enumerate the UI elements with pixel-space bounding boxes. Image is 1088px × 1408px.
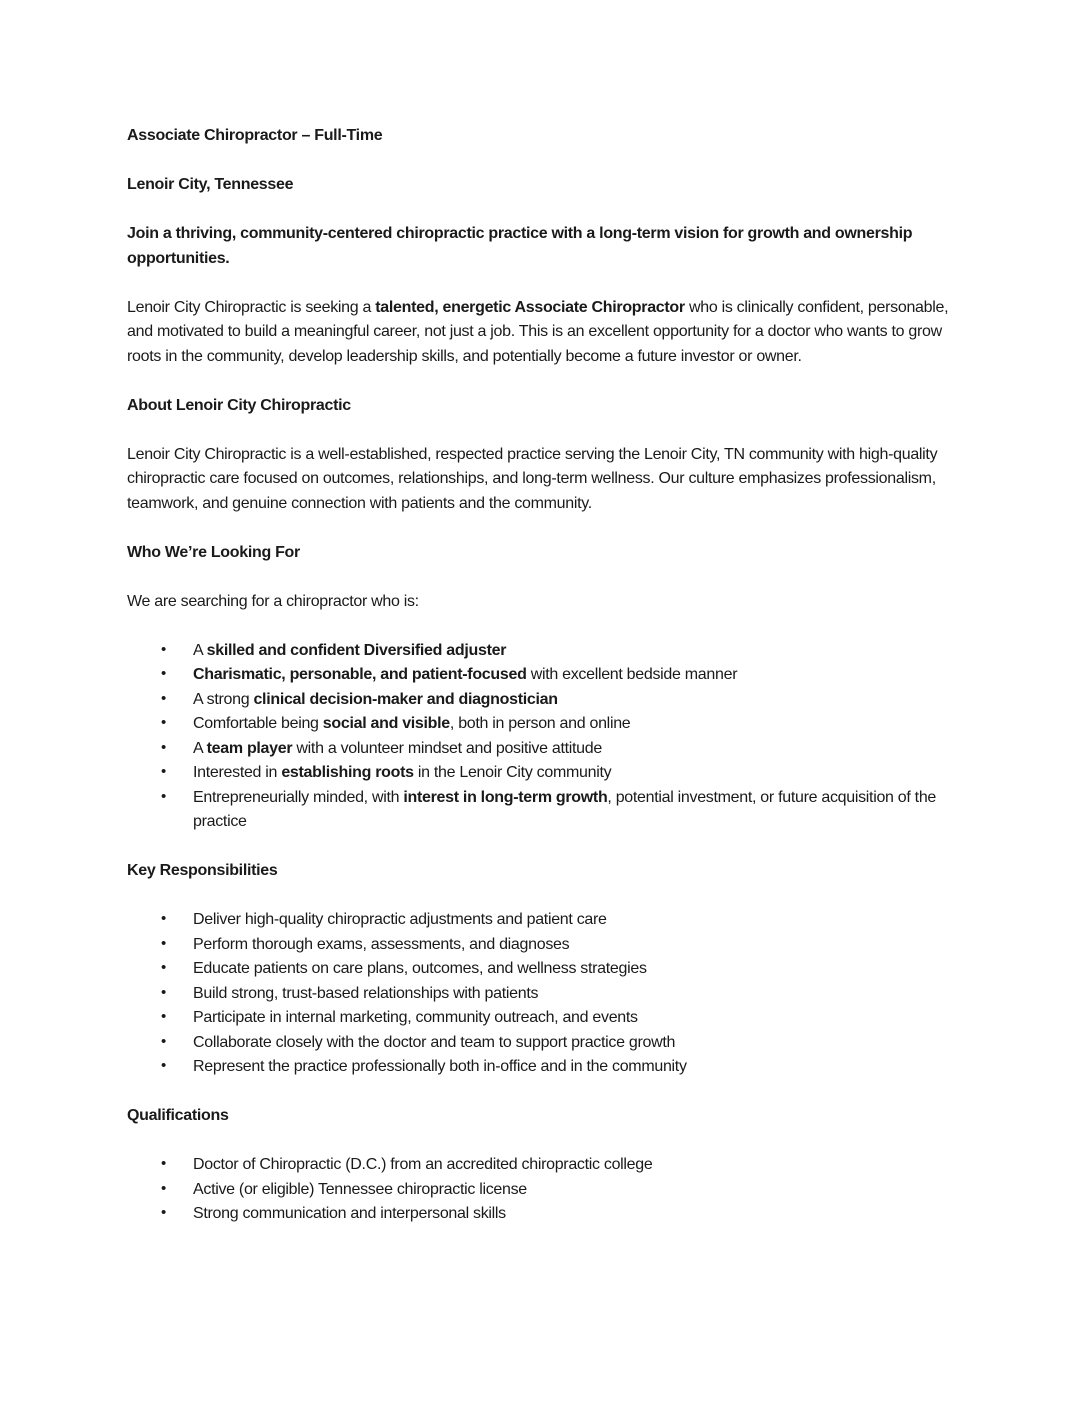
text-run-bold: Qualifications bbox=[127, 1107, 229, 1124]
bullet-icon: • bbox=[161, 1008, 166, 1025]
text-run-bold: clinical decision-maker and diagnostician bbox=[253, 690, 558, 708]
list-item bbox=[161, 1031, 949, 1056]
section-heading bbox=[127, 173, 949, 198]
list-item bbox=[161, 688, 949, 713]
text-run: Interested in bbox=[193, 764, 282, 781]
paragraph bbox=[127, 222, 949, 271]
text-run: Deliver high-quality chiropractic adjustments and patient care bbox=[193, 911, 607, 928]
list-item bbox=[161, 786, 949, 835]
list-item bbox=[161, 982, 949, 1007]
text-run: Entrepreneurially minded, with bbox=[193, 788, 404, 806]
section-heading bbox=[127, 1104, 949, 1129]
list-item bbox=[161, 957, 949, 982]
bullet-icon: • bbox=[161, 1057, 166, 1074]
bullet-icon: • bbox=[161, 1204, 166, 1221]
text-run-bold: establishing roots bbox=[281, 764, 414, 781]
text-run: Comfortable being bbox=[193, 715, 323, 732]
text-run: Represent the practice professionally both in-office and in the community bbox=[193, 1058, 687, 1075]
list-item bbox=[161, 761, 949, 786]
text-run-bold: About Lenoir City Chiropractic bbox=[127, 396, 351, 414]
list-item bbox=[161, 1006, 949, 1031]
text-run: who is clinically confident, personable, and motivated to build a meaningful career, not just a job. This is an excellent opportunity for a doctor who wants to grow roots in the community, develop leadership skills, and potentially become a future investor or owner. bbox=[127, 298, 949, 365]
list-item bbox=[161, 1055, 949, 1080]
text-run: Lenoir City Chiropractic is a well-established, respected practice serving the Lenoir City, TN community with high-quality chiropractic care focused on outcomes, relationships, and long-term wellness. Our culture emphasizes professionalism, teamwork, and genuine connection with patients and the community. bbox=[127, 445, 938, 512]
text-run-bold: Key Responsibilities bbox=[127, 862, 278, 879]
bullet-icon: • bbox=[161, 689, 166, 707]
text-run: A bbox=[193, 641, 207, 659]
text-run-bold: talented, energetic Associate Chiropractor bbox=[375, 298, 685, 316]
paragraph bbox=[127, 590, 949, 615]
document-body bbox=[127, 124, 949, 1227]
bullet-icon: • bbox=[161, 1155, 166, 1172]
bullet-icon: • bbox=[161, 934, 166, 952]
bullet-icon: • bbox=[161, 665, 166, 682]
text-run: with excellent bedside manner bbox=[526, 666, 738, 683]
text-run: Perform thorough exams, assessments, and diagnoses bbox=[193, 935, 570, 953]
text-run: Participate in internal marketing, community outreach, and events bbox=[193, 1009, 638, 1026]
bullet-list bbox=[127, 639, 949, 835]
bullet-icon: • bbox=[161, 959, 166, 976]
text-run-bold: Who We’re Looking For bbox=[127, 543, 300, 561]
list-item bbox=[161, 908, 949, 933]
text-run-bold: interest in long-term growth bbox=[403, 788, 608, 806]
list-item bbox=[161, 639, 949, 664]
bullet-icon: • bbox=[161, 910, 166, 927]
text-run: Build strong, trust-based relationships with patients bbox=[193, 984, 539, 1002]
text-run: Educate patients on care plans, outcomes, and wellness strategies bbox=[193, 960, 647, 977]
text-run: , both in person and online bbox=[449, 715, 631, 732]
section-heading bbox=[127, 124, 949, 149]
section-heading bbox=[127, 541, 949, 566]
list-item bbox=[161, 1202, 949, 1227]
bullet-icon: • bbox=[161, 1179, 166, 1197]
text-run: A bbox=[193, 739, 207, 757]
text-run-bold: Lenoir City, Tennessee bbox=[127, 176, 294, 193]
bullet-icon: • bbox=[161, 714, 166, 731]
text-run: with a volunteer mindset and positive attitude bbox=[292, 739, 602, 757]
bullet-list bbox=[127, 908, 949, 1080]
bullet-icon: • bbox=[161, 983, 166, 1001]
text-run: A strong bbox=[193, 690, 254, 708]
bullet-icon: • bbox=[161, 787, 166, 805]
section-heading bbox=[127, 394, 949, 419]
text-run: Lenoir City Chiropractic is seeking a bbox=[127, 298, 376, 316]
bullet-list bbox=[127, 1153, 949, 1227]
text-run-bold: Associate Chiropractor – Full-Time bbox=[127, 127, 383, 144]
text-run: , potential investment, or future acquisition of the practice bbox=[193, 788, 937, 830]
text-run-bold: Charismatic, personable, and patient-focused bbox=[193, 666, 527, 683]
text-run: Doctor of Chiropractic (D.C.) from an accredited chiropractic college bbox=[193, 1156, 653, 1173]
list-item bbox=[161, 1153, 949, 1178]
bullet-icon: • bbox=[161, 763, 166, 780]
text-run-bold: team player bbox=[206, 739, 293, 757]
bullet-icon: • bbox=[161, 738, 166, 756]
text-run: Active (or eligible) Tennessee chiropractic license bbox=[193, 1180, 527, 1198]
paragraph bbox=[127, 296, 949, 370]
text-run: in the Lenoir City community bbox=[413, 764, 612, 781]
list-item bbox=[161, 933, 949, 958]
bullet-icon: • bbox=[161, 640, 166, 658]
text-run-bold: Join a thriving, community-centered chiropractic practice with a long-term vision for growth and ownership opportunities. bbox=[127, 225, 913, 267]
text-run: Collaborate closely with the doctor and team to support practice growth bbox=[193, 1033, 676, 1051]
list-item bbox=[161, 1178, 949, 1203]
text-run: We are searching for a chiropractor who is: bbox=[127, 592, 419, 610]
list-item bbox=[161, 712, 949, 737]
bullet-icon: • bbox=[161, 1032, 166, 1050]
section-heading bbox=[127, 859, 949, 884]
paragraph bbox=[127, 443, 949, 517]
text-run-bold: skilled and confident Diversified adjuster bbox=[206, 641, 507, 659]
text-run: Strong communication and interpersonal skills bbox=[193, 1205, 506, 1222]
list-item bbox=[161, 663, 949, 688]
text-run-bold: social and visible bbox=[322, 715, 450, 732]
list-item bbox=[161, 737, 949, 762]
